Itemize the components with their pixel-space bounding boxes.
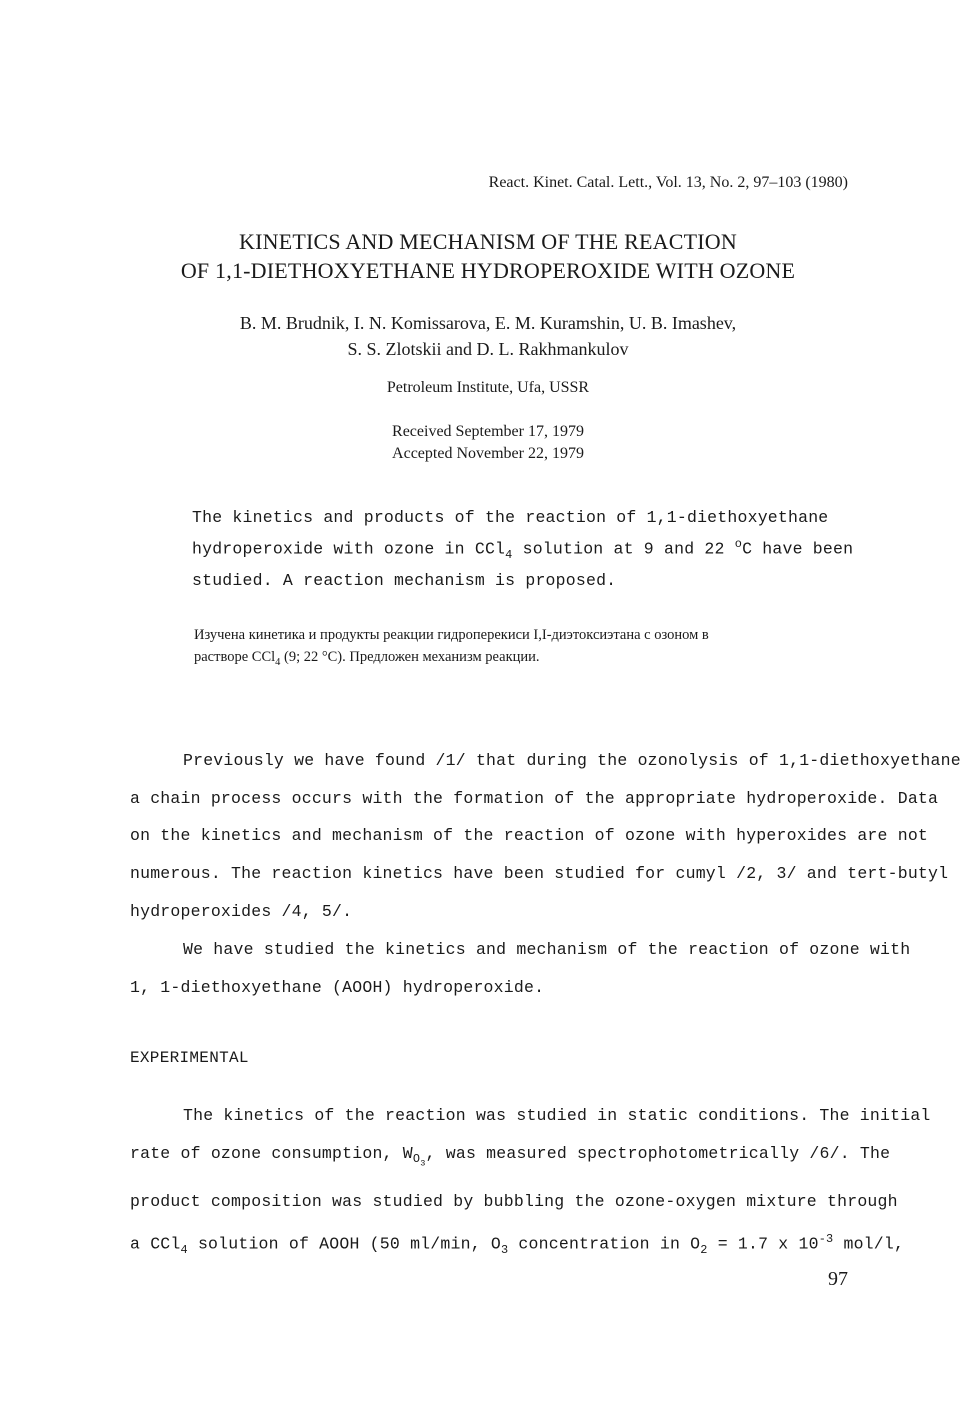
abstract-en-text: C have been bbox=[742, 539, 854, 559]
paragraph-text: solution of AOOH (50 ml/min, O bbox=[187, 1234, 501, 1254]
paragraph-text: mol/l, bbox=[833, 1234, 905, 1254]
abstract-ru-text: растворе CCl bbox=[194, 649, 276, 665]
superscript: o bbox=[734, 537, 743, 551]
paragraph-text: concentration in O bbox=[508, 1234, 701, 1254]
abstract-en-text: hydroperoxide with ozone in CCl bbox=[192, 539, 506, 559]
article-title bbox=[0, 227, 976, 285]
abstract-en-line-3: studied. A reaction mechanism is proposed. bbox=[192, 570, 617, 590]
paragraph-line bbox=[130, 1135, 891, 1183]
subscript bbox=[412, 1152, 426, 1169]
paragraph-line bbox=[130, 1221, 905, 1270]
affiliation: Petroleum Institute, Ufa, USSR bbox=[386, 379, 590, 396]
abstract-en-text: solution at 9 and 22 bbox=[512, 539, 735, 559]
page-number: 97 bbox=[828, 1268, 848, 1290]
paragraph-text: a CCl bbox=[130, 1234, 181, 1254]
abstract-en-line-2 bbox=[192, 531, 854, 568]
submission-dates bbox=[0, 421, 976, 465]
paragraph-line: a chain process occurs with the formation of the appropriate hydroperoxide. Data bbox=[130, 788, 939, 808]
author-list bbox=[0, 310, 976, 362]
paragraph-line: The kinetics of the reaction was studied in static conditions. The initial bbox=[183, 1106, 931, 1125]
paragraph-experimental bbox=[130, 1097, 931, 1269]
subscript: 3 bbox=[501, 1242, 509, 1257]
authors-line-2: S. S. Zlotskii and D. L. Rakhmankulov bbox=[347, 339, 629, 359]
subscript-text: O bbox=[412, 1152, 421, 1166]
paragraph-introduction bbox=[130, 742, 961, 931]
abstract-ru-line-1: Изучена кинетика и продукты реакции гидроперекиси I,I-диэтоксиэтана с озоном в bbox=[194, 627, 709, 643]
received-date: Received September 17, 1979 bbox=[392, 423, 584, 440]
title-line-1: KINETICS AND MECHANISM OF THE REACTION bbox=[239, 229, 737, 254]
paragraph-line: 1, 1-diethoxyethane (AOOH) hydroperoxide. bbox=[130, 977, 545, 997]
subscript: 4 bbox=[275, 656, 281, 668]
paragraph-line: We have studied the kinetics and mechanism of the reaction of ozone with bbox=[183, 940, 911, 959]
superscript: -3 bbox=[818, 1231, 834, 1246]
paragraph-text: = 1.7 x 10 bbox=[707, 1234, 819, 1254]
paragraph-line: numerous. The reaction kinetics have been studied for cumyl /2, 3/ and tert-butyl bbox=[130, 864, 949, 884]
paragraph-line: on the kinetics and mechanism of the reaction of ozone with hyperoxides are not bbox=[130, 826, 929, 846]
abstract-ru-line-2 bbox=[194, 646, 864, 674]
title-line-2: OF 1,1-DIETHOXYETHANE HYDROPEROXIDE WITH OZONE bbox=[180, 258, 796, 283]
subscript: 4 bbox=[505, 547, 513, 562]
abstract-russian bbox=[194, 624, 864, 674]
section-heading-experimental: EXPERIMENTAL bbox=[130, 1049, 249, 1067]
subscript: 4 bbox=[180, 1242, 188, 1257]
authors-line-1: B. M. Brudnik, I. N. Komissarova, E. M. Kuramshin, U. B. Imashev, bbox=[239, 313, 737, 333]
paragraph-text: rate of ozone consumption, W bbox=[130, 1143, 413, 1163]
subscript: 2 bbox=[700, 1242, 708, 1257]
abstract-en-line-1: The kinetics and products of the reaction of 1,1-diethoxyethane bbox=[192, 508, 829, 527]
paragraph-text: , was measured spectrophotometrically /6/. The bbox=[425, 1143, 891, 1163]
accepted-date: Accepted November 22, 1979 bbox=[392, 445, 584, 462]
nested-subscript: 3 bbox=[420, 1158, 426, 1169]
paragraph-line: product composition was studied by bubbling the ozone-oxygen mixture through bbox=[130, 1192, 898, 1212]
paragraph-line: hydroperoxides /4, 5/. bbox=[130, 901, 353, 921]
abstract-ru-text: (9; 22 °C). Предложен механизм реакции. bbox=[280, 649, 540, 665]
paragraph-line: Previously we have found /1/ that during the ozonolysis of 1,1-diethoxyethane bbox=[183, 751, 961, 770]
abstract-english bbox=[192, 505, 854, 594]
paragraph-objective bbox=[130, 931, 911, 1006]
journal-reference: React. Kinet. Catal. Lett., Vol. 13, No. 2, 97–103 (1980) bbox=[488, 174, 848, 191]
